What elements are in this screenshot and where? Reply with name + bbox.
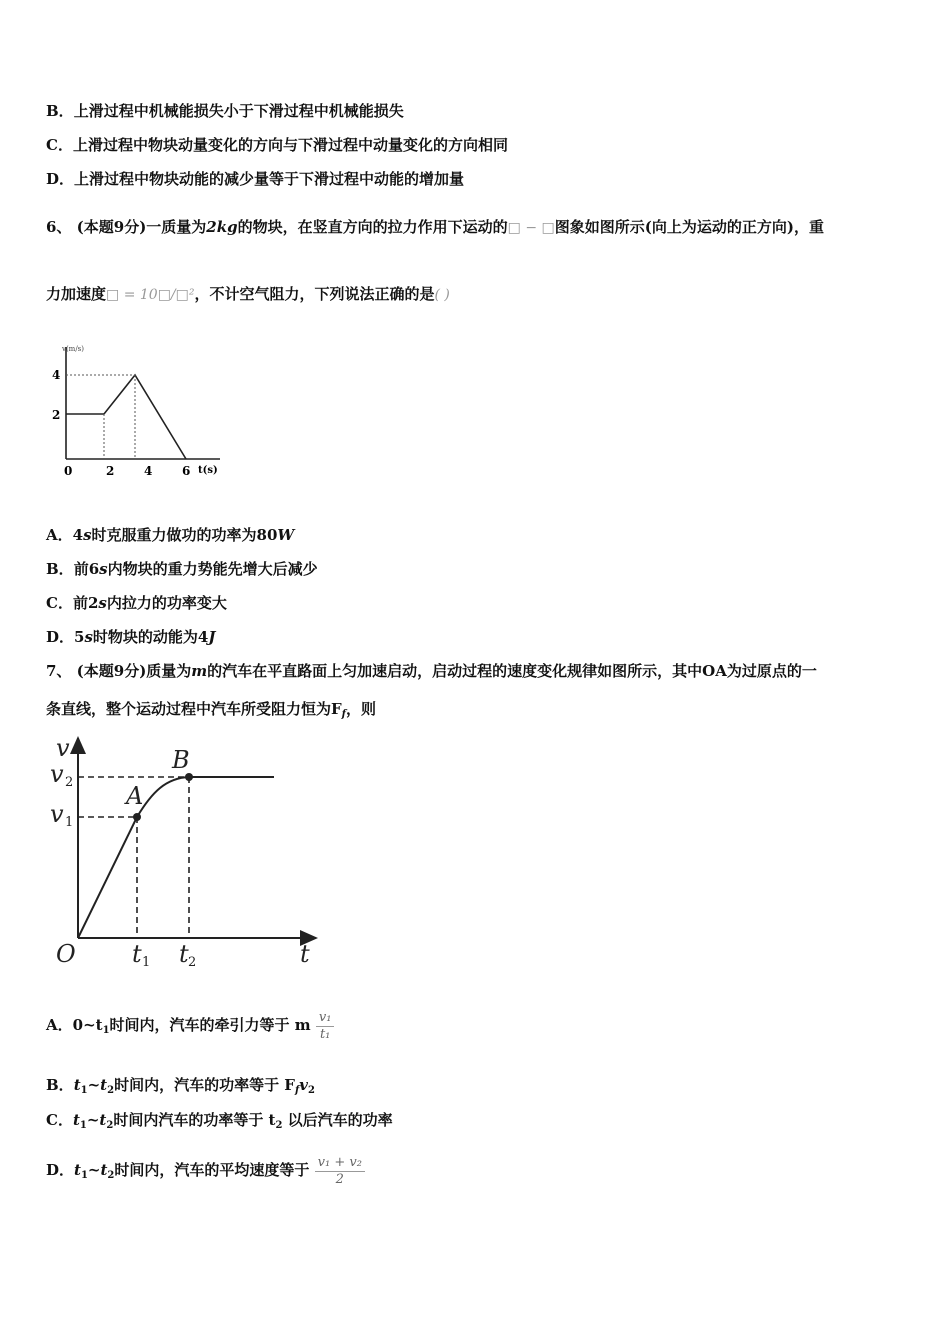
- option-num: 前6: [73, 560, 100, 578]
- q5-option-b[interactable]: [46, 101, 404, 121]
- option-sub: 1: [102, 1025, 110, 1036]
- q6-stem-text: 的物块，在竖直方向的拉力作用下运动的: [237, 218, 508, 236]
- t2-label: t: [179, 940, 189, 968]
- option-text: t: [74, 1161, 81, 1179]
- v1-label: v: [50, 800, 64, 828]
- q6-answer-blank: ( ): [434, 287, 450, 303]
- t1-sub: 1: [142, 955, 151, 970]
- line-OA: [78, 817, 137, 938]
- fraction-denominator: t₁: [319, 1026, 331, 1042]
- option-sub: 2: [307, 1085, 315, 1096]
- q6-stem-text: (向上为运动的正方向)，重: [644, 218, 824, 236]
- fraction-v1-t1: [316, 1010, 335, 1043]
- q6-option-a[interactable]: [46, 525, 294, 545]
- q7-vt-graph: [48, 730, 328, 970]
- option-sub: 1: [80, 1170, 88, 1181]
- q6-option-d[interactable]: [46, 627, 215, 647]
- option-label: A．: [46, 526, 73, 544]
- option-text: 时克服重力做功的功率为: [91, 526, 257, 544]
- option-text: t: [73, 1076, 81, 1094]
- option-text: 内物块的重力势能先增大后减少: [107, 560, 318, 578]
- option-label: B．: [46, 560, 74, 578]
- option-label: C．: [46, 594, 73, 612]
- x-tick-2: 2: [106, 464, 115, 478]
- option-text: 时物块的动能为: [92, 628, 198, 646]
- A-label: A: [126, 782, 144, 810]
- y-axis-label: v(m/s): [62, 345, 85, 353]
- option-sub: f: [294, 1085, 300, 1096]
- origin-label: O: [56, 940, 76, 968]
- q6-vt-graph: [40, 335, 240, 485]
- option-label: B．: [46, 1076, 74, 1094]
- t2-sub: 2: [188, 955, 197, 970]
- option-label: D．: [46, 1161, 75, 1179]
- point-B: [185, 773, 193, 781]
- x-tick-6: 6: [182, 464, 191, 478]
- option-value: 4: [197, 628, 209, 646]
- B-label: B: [172, 746, 190, 774]
- curve-AB: [137, 777, 189, 817]
- option-num: 5: [74, 628, 85, 646]
- option-label: C．: [46, 1111, 73, 1129]
- option-text: 时间内汽车的功率等于 t: [113, 1111, 276, 1129]
- q6-gravity-formula: □ = 10□/□²: [106, 287, 195, 303]
- option-sub: 2: [107, 1170, 115, 1181]
- option-unit: J: [208, 628, 216, 646]
- fraction-numerator: v₁ + v₂: [315, 1155, 365, 1172]
- q7-stem-text: ，则: [345, 700, 376, 718]
- q6-stem-text: 6、 (本题9分)一质量为: [46, 218, 207, 236]
- y-tick-4: 4: [52, 368, 61, 382]
- q6-stem-line1: [46, 217, 824, 238]
- q7-stem-text: 的汽车在平直路面上匀加速启动，启动过程的速度变化规律如图所示，其中OA为过原点的一: [207, 662, 817, 680]
- vt-line: [66, 375, 186, 459]
- option-label: C．: [46, 136, 73, 154]
- option-value: 80: [256, 526, 278, 544]
- q7-stem-text: 7、 (本题9分)质量为: [46, 662, 192, 680]
- q7-option-d[interactable]: [46, 1145, 365, 1201]
- x-axis-label: t(s): [198, 465, 218, 476]
- option-text: 上滑过程中物块动能的减少量等于下滑过程中动能的增加量: [74, 170, 465, 188]
- option-text: 内拉力的功率变大: [106, 594, 227, 612]
- option-sub: 1: [80, 1085, 88, 1096]
- option-unit: s: [99, 560, 108, 578]
- v1-sub: 1: [65, 815, 74, 830]
- q7-stem-line1: [46, 661, 817, 681]
- option-sub: 1: [79, 1120, 87, 1131]
- q6-mass: 2kg: [206, 218, 238, 236]
- q7-force-sub: f: [341, 709, 346, 720]
- option-sub: 2: [107, 1085, 115, 1096]
- q6-vt-formula: □ − □: [507, 220, 555, 236]
- q7-option-b[interactable]: [46, 1075, 315, 1101]
- q6-option-b[interactable]: [46, 559, 318, 579]
- option-text: 时间内，汽车的平均速度等于: [114, 1161, 310, 1179]
- option-text: 上滑过程中机械能损失小于下滑过程中机械能损失: [73, 102, 404, 120]
- q7-option-c[interactable]: [46, 1110, 393, 1136]
- option-label: D．: [46, 170, 75, 188]
- t-axis-label: t: [300, 940, 310, 968]
- option-text: 0~t: [72, 1016, 103, 1034]
- option-text: 时间内，汽车的功率等于 F: [114, 1076, 295, 1094]
- option-unit: s: [83, 526, 92, 544]
- q7-mass: m: [191, 662, 208, 680]
- option-text: 时间内，汽车的牵引力等于 m: [109, 1016, 311, 1034]
- t1-label: t: [132, 940, 142, 968]
- x-tick-0: 0: [64, 464, 73, 478]
- v2-label: v: [50, 760, 64, 788]
- option-sub: 2: [275, 1120, 283, 1131]
- option-text: t: [72, 1111, 80, 1129]
- option-text: 上滑过程中物块动量变化的方向与下滑过程中动量变化的方向相同: [72, 136, 508, 154]
- point-A: [133, 813, 141, 821]
- fraction-denominator: 2: [335, 1171, 344, 1187]
- q7-force: F: [331, 700, 342, 718]
- option-unit: s: [84, 628, 93, 646]
- q6-stem-text: 力加速度: [46, 285, 107, 303]
- q6-stem-line2: [46, 284, 450, 305]
- fraction-avg-velocity: [315, 1155, 365, 1188]
- fraction-numerator: v₁: [316, 1010, 335, 1027]
- x-tick-4: 4: [144, 464, 153, 478]
- option-label: B．: [46, 102, 74, 120]
- option-text: ~t: [87, 1076, 108, 1094]
- option-sub: 2: [106, 1120, 114, 1131]
- option-text: ~t: [86, 1111, 107, 1129]
- q6-stem-text: 图象如图所示: [554, 218, 645, 236]
- option-num: 4: [72, 526, 84, 544]
- q7-option-a[interactable]: [46, 1000, 334, 1056]
- option-text: 以后汽车的功率: [282, 1111, 393, 1129]
- option-label: D．: [46, 628, 75, 646]
- q7-stem-text: 条直线，整个运动过程中汽车所受阻力恒为: [46, 700, 332, 718]
- option-unit: s: [98, 594, 107, 612]
- option-var: v: [299, 1076, 308, 1094]
- option-text: ~t: [87, 1161, 108, 1179]
- q5-option-c[interactable]: [46, 135, 508, 155]
- y-tick-2: 2: [52, 408, 61, 422]
- q5-option-d[interactable]: [46, 169, 464, 189]
- option-unit: W: [277, 526, 295, 544]
- v2-sub: 2: [65, 775, 74, 790]
- q6-option-c[interactable]: [46, 593, 227, 613]
- option-label: A．: [46, 1016, 73, 1034]
- v-axis-label: v: [56, 734, 70, 762]
- option-num: 前2: [72, 594, 99, 612]
- q6-stem-text: ，不计空气阻力，下列说法正确的是: [194, 285, 435, 303]
- q7-stem-line2: [46, 699, 376, 725]
